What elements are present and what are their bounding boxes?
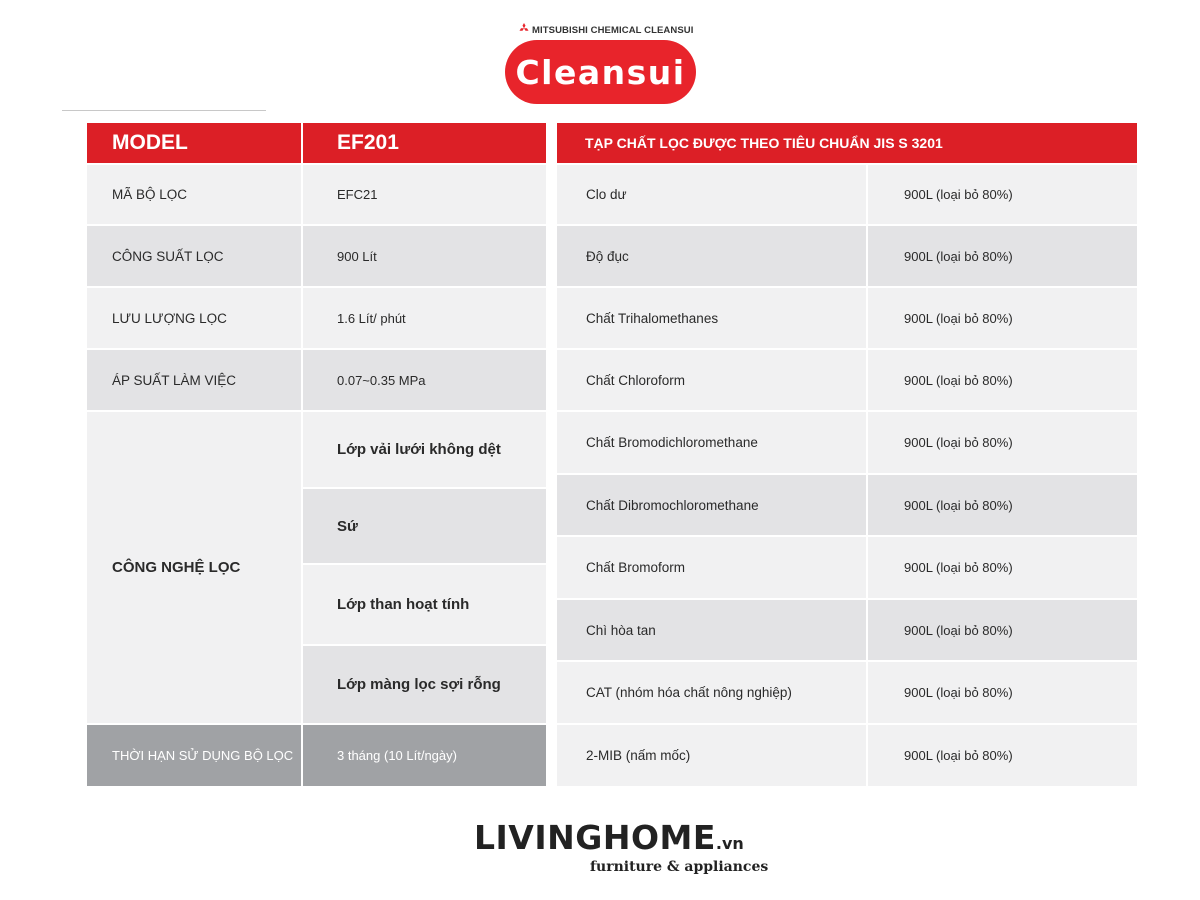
contaminant-name: CAT (nhóm hóa chất nông nghiệp)	[557, 662, 866, 723]
contaminant-value: 900L (loại bỏ 80%)	[868, 350, 1137, 410]
flow-rate-label: LƯU LƯỢNG LỌC	[87, 288, 301, 348]
contaminant-value: 900L (loại bỏ 80%)	[868, 725, 1137, 786]
contaminant-header: TẠP CHẤT LỌC ĐƯỢC THEO TIÊU CHUẨN JIS S 3201	[557, 123, 1137, 163]
contaminant-name: Chì hòa tan	[557, 600, 866, 660]
contaminant-name: Chất Dibromochloromethane	[557, 475, 866, 535]
contaminant-value: 900L (loại bỏ 80%)	[868, 165, 1137, 224]
maker-name: MITSUBISHI CHEMICAL CLEANSUI	[532, 25, 694, 36]
contaminant-value: 900L (loại bỏ 80%)	[868, 600, 1137, 660]
capacity-value: 900 Lít	[303, 226, 546, 286]
contaminant-value: 900L (loại bỏ 80%)	[868, 662, 1137, 723]
divider	[62, 110, 266, 111]
technology-label: CÔNG NGHỆ LỌC	[87, 412, 301, 723]
contaminant-name: Độ đục	[557, 226, 866, 286]
maker-brand	[518, 23, 694, 37]
pressure-value: 0.07~0.35 MPa	[303, 350, 546, 410]
contaminant-name: Chất Chloroform	[557, 350, 866, 410]
contaminant-value: 900L (loại bỏ 80%)	[868, 226, 1137, 286]
contaminant-name: 2-MIB (nấm mốc)	[557, 725, 866, 786]
contaminant-name: Chất Bromoform	[557, 537, 866, 598]
contaminant-value: 900L (loại bỏ 80%)	[868, 288, 1137, 348]
lifetime-label: THỜI HẠN SỬ DỤNG BỘ LỌC	[87, 725, 301, 786]
contaminant-value: 900L (loại bỏ 80%)	[868, 412, 1137, 473]
mitsubishi-logo-icon	[518, 23, 530, 34]
flow-rate-value: 1.6 Lít/ phút	[303, 288, 546, 348]
technology-layer-2: Sứ	[303, 489, 546, 563]
livinghome-logo-suffix: .vn	[715, 834, 744, 853]
livinghome-logo	[474, 818, 754, 858]
technology-layer-1: Lớp vải lưới không dệt	[303, 412, 546, 487]
model-header-value: EF201	[303, 123, 546, 163]
contaminant-name: Chất Trihalomethanes	[557, 288, 866, 348]
cleansui-logo-text: Cleansui	[515, 52, 686, 92]
contaminant-value: 900L (loại bỏ 80%)	[868, 475, 1137, 535]
contaminant-value: 900L (loại bỏ 80%)	[868, 537, 1137, 598]
livinghome-logo-text: LIVINGHOME	[474, 818, 716, 857]
contaminant-name: Clo dư	[557, 165, 866, 224]
model-header-label: MODEL	[87, 123, 301, 163]
contaminant-name: Chất Bromodichloromethane	[557, 412, 866, 473]
technology-layer-4: Lớp màng lọc sợi rỗng	[303, 646, 546, 723]
cleansui-logo	[505, 40, 696, 104]
technology-layer-3: Lớp than hoạt tính	[303, 565, 546, 644]
filter-code-value: EFC21	[303, 165, 546, 224]
lifetime-value: 3 tháng (10 Lít/ngày)	[303, 725, 546, 786]
capacity-label: CÔNG SUẤT LỌC	[87, 226, 301, 286]
filter-code-label: MÃ BỘ LỌC	[87, 165, 301, 224]
livinghome-tagline: furniture & appliances	[590, 859, 769, 875]
pressure-label: ÁP SUẤT LÀM VIỆC	[87, 350, 301, 410]
